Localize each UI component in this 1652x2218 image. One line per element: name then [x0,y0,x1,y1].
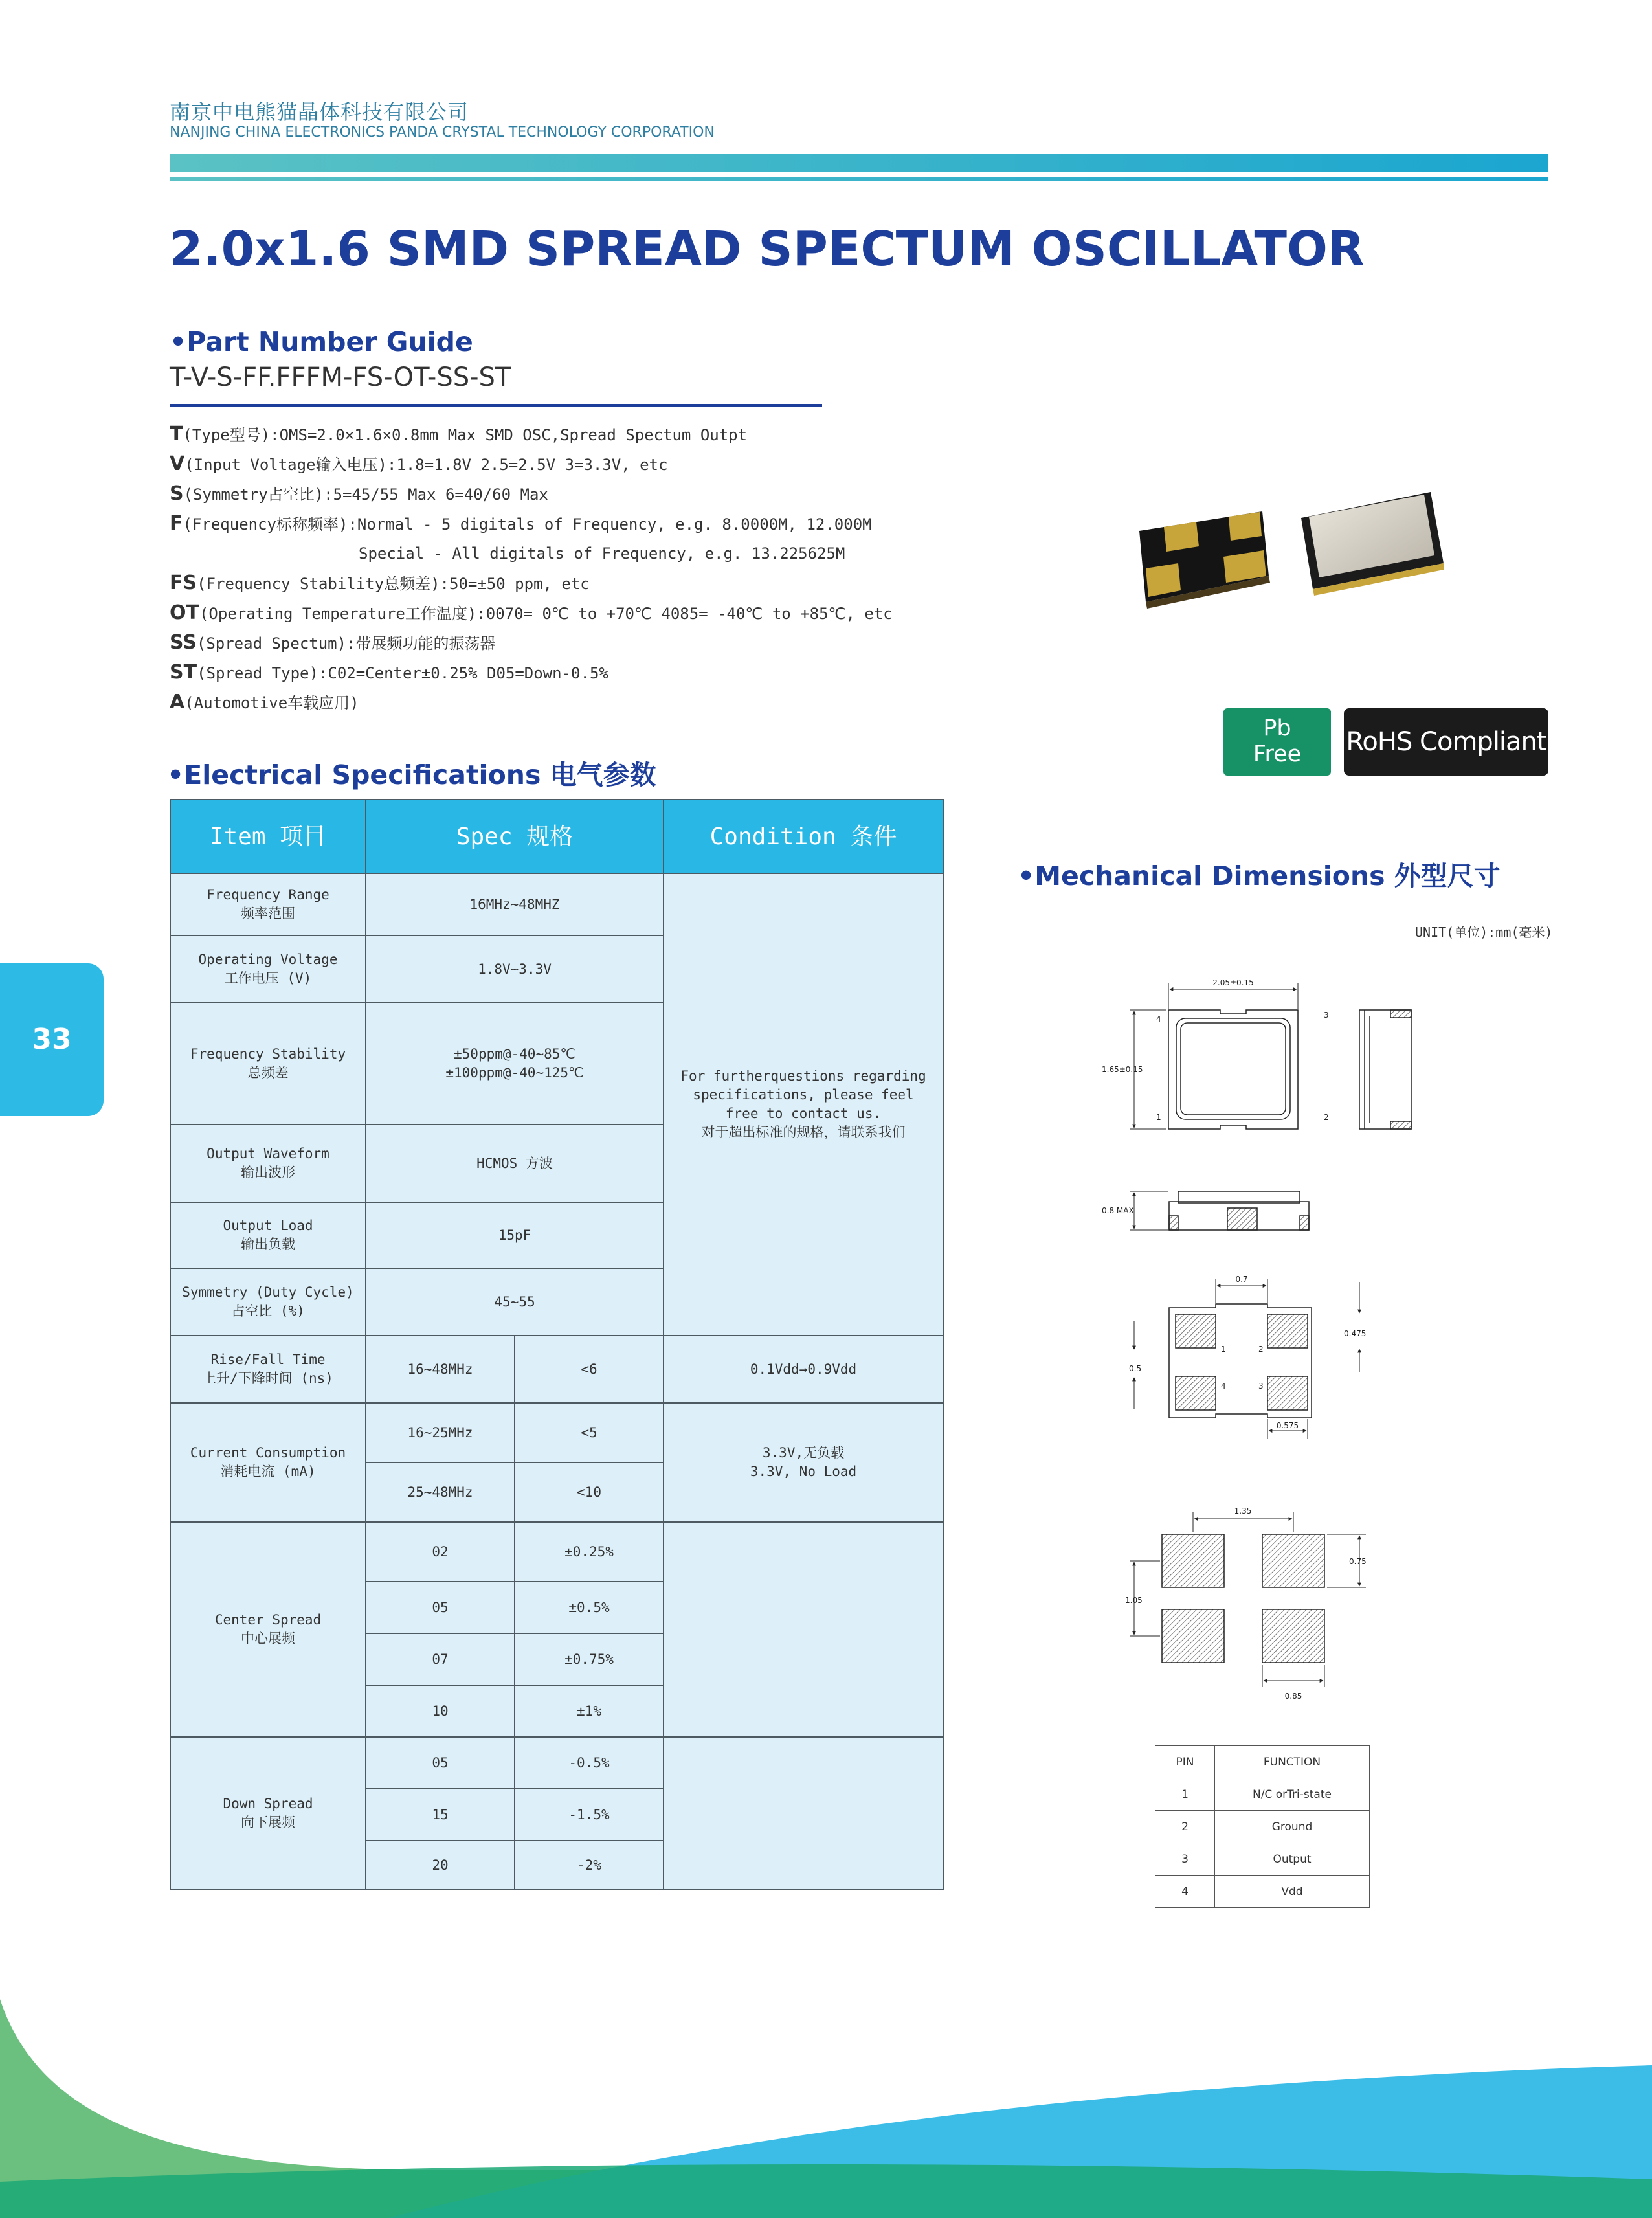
current-freq-1: 16~25MHz [366,1403,515,1462]
header-band-thin [170,177,1548,181]
bottom-pin-2: 2 [1258,1345,1264,1354]
bottom-view-outline [1169,1304,1312,1418]
guide-line-automotive: A(Automotive车载应用) [170,691,359,713]
bottom-pin-3: 3 [1258,1382,1264,1391]
rise-fall-freq: 16~48MHz [366,1336,515,1403]
company-name-en: NANJING CHINA ELECTRONICS PANDA CRYSTAL TECHNOLOGY CORPORATION [170,124,715,140]
down-value-2: -1.5% [515,1789,664,1841]
item-output-load: Output Load 输出负载 [170,1202,366,1268]
current-freq-2: 25~48MHz [366,1462,515,1522]
current-value-2: <10 [515,1462,664,1522]
dim-pad-gap: 0.7 [1235,1275,1248,1284]
current-condition: 3.3V,无负载 3.3V, No Load [664,1403,943,1522]
page-number-tab: 33 [0,963,104,1116]
item-operating-voltage: Operating Voltage 工作电压 (V) [170,935,366,1003]
item-center-spread: Center Spread 中心展频 [170,1522,366,1737]
pb-free-badge [1223,708,1331,776]
land-pitch-x: 1.35 [1234,1507,1252,1516]
pin-header: PIN [1155,1746,1215,1778]
guide-line-spread-spectrum: SS(Spread Spectum):带展频功能的振荡器 [170,631,496,654]
part-guide-list [170,420,1031,717]
top-pin-2: 2 [1324,1113,1329,1122]
guide-line-spread-type: ST(Spread Type):C02=Center±0.25% D05=Down-0.5% [170,661,608,684]
row-rise-fall [170,1336,943,1403]
pin-function: Ground [1215,1811,1370,1843]
general-condition: For furtherquestions regarding specifications, please feel free to contact us. 对于超出标准的规格，请联系我们 [664,873,943,1336]
guide-line-frequency-special: Special - All digitals of Frequency, e.g. 13.225625M [359,544,845,563]
part-number-pattern: T-V-S-FF.FFFM-FS-OT-SS-ST [170,363,511,392]
pb-free-line1: Pb [1263,715,1291,741]
spec-frequency-stability: ±50ppm@-40~85℃ ±100ppm@-40~125℃ [366,1003,664,1125]
pin-row [1155,1843,1370,1876]
pin-function: Vdd [1215,1876,1370,1908]
item-rise-fall: Rise/Fall Time 上升/下降时间 (ns) [170,1336,366,1403]
dim-pad-h: 0.475 [1344,1329,1367,1338]
top-pin-1: 1 [1156,1113,1161,1122]
product-photo [1126,479,1450,609]
spec-symmetry: 45~55 [366,1268,664,1336]
center-spread-condition [664,1522,943,1737]
pin-number: 1 [1155,1778,1215,1811]
header-band [170,154,1548,172]
pb-free-line2: Free [1253,741,1302,767]
pin-row [1155,1778,1370,1811]
row-frequency-range [170,873,943,935]
down-value-3: -2% [515,1841,664,1890]
spec-frequency-range: 16MHz~48MHZ [366,873,664,935]
guide-line-temperature: OT(Operating Temperature工作温度):0070= 0℃ to +70℃ 4085= -40℃ to +85℃, etc [170,601,893,624]
rise-fall-value: <6 [515,1336,664,1403]
dim-pad-w: 0.575 [1276,1421,1299,1430]
header-spec: Spec 规格 [366,800,664,873]
pin-function: Output [1215,1843,1370,1876]
part-guide-heading: •Part Number Guide [170,326,473,357]
pin-number: 4 [1155,1876,1215,1908]
guide-line-stability: FS(Frequency Stability总频差):50=±50 ppm, etc [170,572,590,594]
center-value-1: ±0.25% [515,1522,664,1582]
land-pitch-y: 1.05 [1125,1596,1143,1605]
down-code-1: 05 [366,1737,515,1789]
item-down-spread: Down Spread 向下展频 [170,1737,366,1890]
dim-pad-v: 0.5 [1129,1364,1142,1373]
pin-table-header [1155,1746,1370,1778]
land-pattern [1162,1534,1324,1663]
spec-table-header [170,800,943,873]
header-item: Item 项目 [170,800,366,873]
electrical-spec-table [170,799,944,1890]
item-output-waveform: Output Waveform 输出波形 [170,1125,366,1202]
down-spread-condition [664,1737,943,1890]
row-down-spread-1 [170,1737,943,1789]
function-header: FUNCTION [1215,1746,1370,1778]
company-name-cn: 南京中电熊猫晶体科技有限公司 [170,100,469,124]
row-center-spread-1 [170,1522,943,1582]
land-pad-h: 0.75 [1349,1557,1367,1566]
page-title: 2.0x1.6 SMD SPREAD SPECTUM OSCILLATOR [170,221,1365,277]
guide-line-voltage: V(Input Voltage输入电压):1.8=1.8V 2.5=2.5V 3=3.3V, etc [170,453,668,475]
center-code-3: 07 [366,1633,515,1685]
header-condition: Condition 条件 [664,800,943,873]
pattern-underline [170,404,822,407]
pin-row [1155,1876,1370,1908]
pin-number: 3 [1155,1843,1215,1876]
center-value-3: ±0.75% [515,1633,664,1685]
oscillator-top-view [1301,492,1444,596]
pin-number: 2 [1155,1811,1215,1843]
mechanical-heading: •Mechanical Dimensions 外型尺寸 [1018,860,1501,891]
pin-function: N/C orTri-state [1215,1778,1370,1811]
top-view-outline [1168,1010,1298,1129]
pin-function-table [1155,1745,1370,1908]
down-code-3: 20 [366,1841,515,1890]
top-pin-3: 3 [1324,1011,1329,1020]
rise-fall-condition: 0.1Vdd→0.9Vdd [664,1336,943,1403]
item-symmetry: Symmetry (Duty Cycle) 占空比 (%) [170,1268,366,1336]
footer-wave [0,1968,1652,2218]
front-view-outline [1169,1191,1309,1230]
mechanical-drawing [1100,958,1424,1709]
side-view-outline [1359,1010,1411,1129]
center-code-1: 02 [366,1522,515,1582]
guide-line-frequency: F(Frequency标称频率):Normal - 5 digitals of Frequency, e.g. 8.0000M, 12.000M [170,512,872,535]
land-pad-w: 0.85 [1284,1692,1302,1701]
unit-label: UNIT(单位):mm(毫米) [1415,924,1553,940]
center-code-2: 05 [366,1582,515,1633]
row-current-1 [170,1403,943,1462]
bottom-pin-1: 1 [1221,1345,1226,1354]
item-current: Current Consumption 消耗电流 (mA) [170,1403,366,1522]
top-pin-4: 4 [1156,1014,1161,1024]
rohs-badge: RoHS Compliant [1344,708,1548,776]
guide-line-symmetry: S(Symmetry占空比):5=45/55 Max 6=40/60 Max [170,482,548,505]
down-value-1: -0.5% [515,1737,664,1789]
current-value-1: <5 [515,1403,664,1462]
electrical-heading: •Electrical Specifications 电气参数 [167,759,656,790]
spec-output-load: 15pF [366,1202,664,1268]
item-frequency-range: Frequency Range 频率范围 [170,873,366,935]
spec-output-waveform: HCMOS 方波 [366,1125,664,1202]
center-code-4: 10 [366,1685,515,1737]
dim-height: 0.8 MAX [1102,1206,1134,1215]
guide-line-type: T(Type型号):OMS=2.0×1.6×0.8mm Max SMD OSC,Spread Spectum Outpt [170,423,748,445]
spec-operating-voltage: 1.8V~3.3V [366,935,664,1003]
center-value-4: ±1% [515,1685,664,1737]
pin-row [1155,1811,1370,1843]
center-value-2: ±0.5% [515,1582,664,1633]
dim-length: 2.05±0.15 [1212,978,1254,987]
dim-width: 1.65±0.15 [1102,1065,1143,1074]
item-frequency-stability: Frequency Stability 总频差 [170,1003,366,1125]
bottom-pin-4: 4 [1221,1382,1226,1391]
oscillator-bottom-view [1139,511,1270,609]
down-code-2: 15 [366,1789,515,1841]
